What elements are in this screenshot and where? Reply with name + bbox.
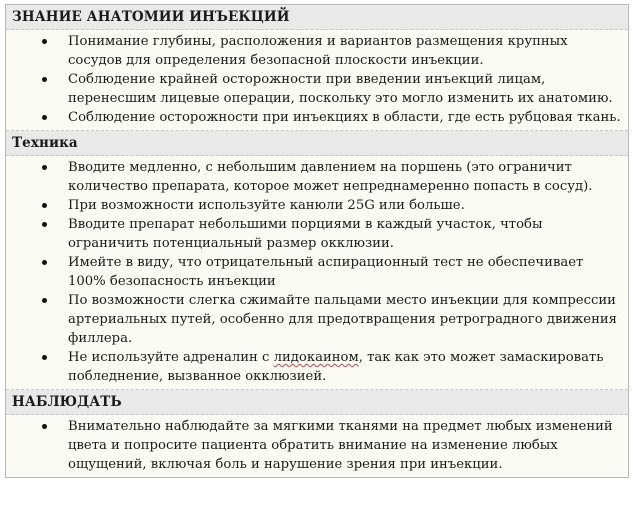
list-item-text: Вводите препарат небольшими порциями в каждый участок, чтобы ограничить потенциальный размер окклюзии. [68, 217, 543, 251]
list-item [12, 348, 622, 386]
bullet-icon [42, 203, 47, 208]
section-header-technique: Техника [6, 131, 628, 156]
bullet-list-anatomy [12, 32, 622, 127]
bullet-icon [42, 260, 47, 265]
bullet-list-observe [12, 417, 622, 474]
document-table [5, 4, 629, 478]
list-item [12, 417, 622, 474]
bullet-icon [42, 115, 47, 120]
list-item [12, 32, 622, 70]
list-item-text: Понимание глубины, расположения и вариантов размещения крупных сосудов для определения безопасной плоскости инъекции. [68, 34, 568, 68]
list-item [12, 215, 622, 253]
bullet-list-technique [12, 158, 622, 386]
bullet-icon [42, 39, 47, 44]
list-item-text: По возможности слегка сжимайте пальцами место инъекции для компрессии артериальных путей, особенно для предотвращения ретроградного движения филлера. [68, 293, 617, 346]
bullet-icon [42, 77, 47, 82]
list-item-text: Соблюдение осторожности при инъекциях в области, где есть рубцовая ткань. [68, 110, 621, 125]
list-item-text: Соблюдение крайней осторожности при введении инъекций лицам, перенесшим лицевые операции, поскольку это могло изменить их анатомию. [68, 72, 613, 106]
list-item-text: При возможности используйте канюли 25G или больше. [68, 198, 465, 213]
bullet-icon [42, 424, 47, 429]
section-header-anatomy: ЗНАНИЕ АНАТОМИИ ИНЪЕКЦИЙ [6, 5, 628, 30]
list-item-text-after: , так как это может замаскировать побледнение, вызванное окклюзией. [68, 350, 604, 384]
list-item-text: Внимательно наблюдайте за мягкими тканями на предмет любых изменений цвета и попросите пациента обратить внимание на изменение любых ощущений, включая боль и нарушение зрения при инъекции. [68, 419, 613, 472]
list-item [12, 291, 622, 348]
list-item-text: Вводите медленно, с небольшим давлением на поршень (это ограничит количество препарата, которое может непреднамеренно попасть в сосуд). [68, 160, 593, 194]
list-item [12, 108, 622, 127]
section-header-observe: НАБЛЮДАТЬ [6, 390, 628, 415]
bullet-icon [42, 298, 47, 303]
list-item [12, 70, 622, 108]
list-item [12, 196, 622, 215]
list-item [12, 253, 622, 291]
section-body-anatomy [6, 30, 628, 131]
list-item-text: Имейте в виду, что отрицательный аспирационный тест не обеспечивает 100% безопасность инъекции [68, 255, 584, 289]
section-body-observe [6, 415, 628, 477]
list-item-text-before: Не используйте адреналин с [68, 350, 274, 365]
bullet-icon [42, 222, 47, 227]
section-body-technique [6, 156, 628, 390]
list-item [12, 158, 622, 196]
spellcheck-flagged-word[interactable]: лидокаином [273, 350, 359, 365]
bullet-icon [42, 355, 47, 360]
bullet-icon [42, 165, 47, 170]
